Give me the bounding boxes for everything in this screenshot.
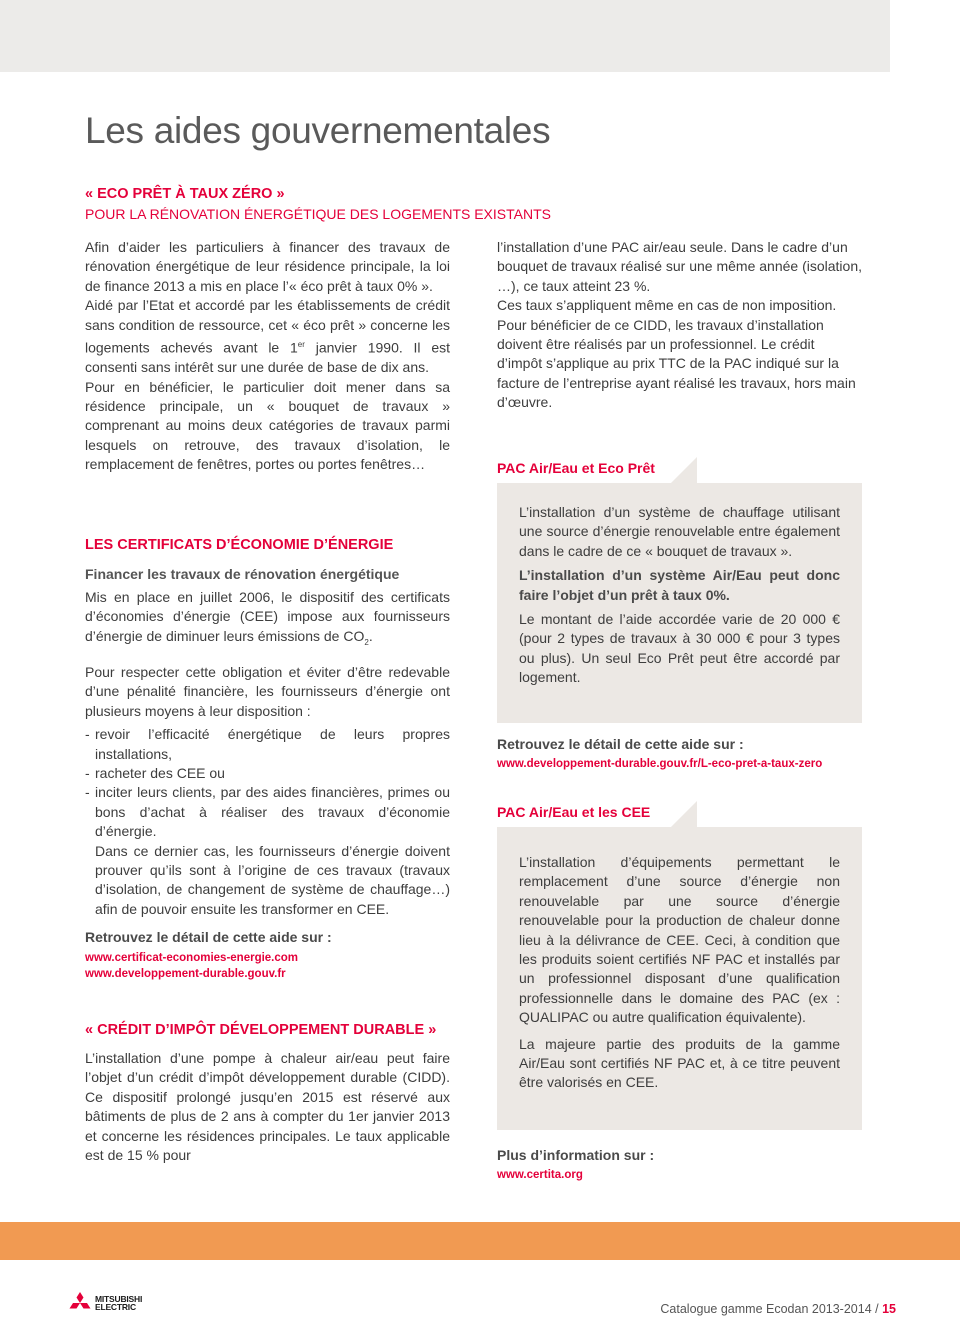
page-footer [660, 1302, 896, 1316]
box2-paragraph-1: L’installation d’équipements permettant le remplacement d’une source d’énergie non renouvelable par une source d’énergie renouvelable pour la production de chaleur donne lieu à la délivrance de CEE. Ceci, à condition que les produits soient certifiés NF PAC et installés par un professionnel disposant d’une qualification professionnelle dans le domaine des PAC (ex : QUALIPAC ou autre qualification équivalente). [519, 854, 840, 1026]
box1-paragraph-2: L’installation d’un système Air/Eau peut donc faire l’objet d’un prêt à taux 0%. [519, 567, 840, 603]
box2-notch [671, 801, 697, 827]
cee-more-label: Retrouvez le détail de cette aide sur : [85, 929, 332, 946]
catalogue-label: Catalogue gamme Ecodan 2013-2014 / [660, 1302, 879, 1316]
eco-pret-heading: « ECO PRÊT À TAUX ZÉRO » [85, 186, 285, 202]
box2-tab-label: PAC Air/Eau et les CEE [497, 804, 651, 820]
footer-color-band [0, 1222, 960, 1260]
cee-paragraph-2: Pour respecter cette obligation et éviter d’être redevable d’une pénalité financière, les fournisseurs d’énergie ont plusieurs moyens à leur disposition : [85, 664, 450, 719]
list-item: - racheter des CEE ou [85, 764, 450, 783]
box1-notch [671, 457, 697, 483]
cee-text [85, 588, 450, 983]
credit-text-right [497, 238, 862, 413]
list-item: - revoir l’efficacité énergétique de leurs propres installations, [85, 725, 450, 764]
logo-wordmark [95, 1295, 142, 1311]
credit-paragraph-2: l’installation d’une PAC air/eau seule. Dans le cadre d’un bouquet de travaux réalisé sur une même année (isolation, …), ce taux atteint 23 %. [497, 239, 862, 294]
superscript: er [297, 340, 305, 350]
cee-heading: LES CERTIFICATS D’ÉCONOMIE D’ÉNERGIE [85, 537, 394, 553]
page-title: Les aides gouvernementales [85, 110, 551, 151]
box1-panel [497, 483, 862, 723]
cee-subheading: Financer les travaux de rénovation énergétique [85, 566, 400, 582]
box2-paragraph-2: La majeure partie des produits de la gamme Air/Eau sont certifiés NF PAC et, à ce titre peuvent être valorisés en CEE. [519, 1035, 840, 1091]
list-item: - inciter leurs clients, par des aides financières, primes ou bons d’achat à réaliser des travaux d’économie d’énergie. [85, 783, 450, 841]
eco-pret-p2-text-end: janvier 1990. Il est consenti sans intérêt sur une durée de base de dix ans. [85, 339, 450, 376]
box2-content [519, 853, 840, 1093]
cee-link-2[interactable]: www.developpement-durable.gouv.fr [85, 968, 286, 981]
box2-link[interactable]: www.certita.org [497, 1169, 583, 1182]
box1-paragraph-1: L’installation d’un système de chauffage utilisant une source d’énergie renouvelable entre également dans le cadre de ce « bouquet de travaux ». [519, 504, 840, 559]
box2-more-info [497, 1146, 862, 1184]
cee-bullet-list [85, 725, 450, 919]
eco-pret-subheading: POUR LA RÉNOVATION ÉNERGÉTIQUE DES LOGEMENTS EXISTANTS [85, 206, 551, 222]
three-diamonds-icon [68, 1292, 92, 1314]
credit-paragraph-4: Pour bénéficier de ce CIDD, les travaux d’installation doivent être réalisés par un professionnel. Le crédit d’impôt s’applique au prix TTC de la PAC indiqué sur la facture de l’entreprise ayant réalisé les travaux, hors main d’œuvre. [497, 316, 856, 411]
box1-link[interactable]: www.developpement-durable.gouv.fr/L-eco-pret-a-taux-zero [497, 758, 823, 771]
box1-paragraph-3: Le montant de l’aide accordée varie de 20 000 € (pour 2 types de travaux à 30 000 € pour 3 types ou plus). Un seul Eco Prêt peut être accordé par logement. [519, 611, 840, 686]
box1-more-label: Retrouvez le détail de cette aide sur : [497, 736, 744, 752]
eco-pret-p2-text: Aidé par l’Etat et accordé par les établissements de crédit sans condition de ressource, cet « éco prêt » concerne les logements achevés avant le 1 [85, 297, 450, 356]
box1-more-info [497, 735, 877, 773]
box1-tab-label: PAC Air/Eau et Eco Prêt [497, 460, 655, 476]
box2-more-label: Plus d’information sur : [497, 1147, 655, 1163]
cee-p1-end: . [368, 627, 373, 644]
credit-paragraph-1: L’installation d’une pompe à chaleur air/eau peut faire l’objet d’un crédit d’impôt développement durable (CIDD). Ce dispositif prolongé jusqu’en 2015 est réservé aux bâtiments de plus de 2 ans à compter du 1er janvier 2013 et concerne les résidences principales. Le taux applicable est de 15 % pour [85, 1050, 450, 1164]
subscript: 2 [364, 637, 369, 647]
cee-paragraph-3: Dans ce dernier cas, les fournisseurs d’énergie doivent prouver qu’ils sont à l’origine de ces travaux (travaux d’isolation, de changement de système de chauffage…) afin de pouvoir ensuite les transformer en CEE. [95, 842, 450, 917]
eco-pret-text [85, 238, 450, 475]
eco-pret-paragraph-2 [85, 296, 450, 377]
box1-content [519, 503, 840, 688]
cee-p1-text: Mis en place en juillet 2006, le dispositif des certificats d’économies d’énergie (CEE) impose aux fournisseurs d’énergie de diminuer leurs émissions de CO [85, 589, 450, 644]
mitsubishi-logo [68, 1292, 142, 1314]
eco-pret-paragraph-1: Afin d’aider les particuliers à financer des travaux de rénovation énergétique de leur résidence principale, la loi de finance 2013 a mis en place l’« éco prêt à taux 0% ». [85, 239, 450, 294]
box2-panel [497, 827, 862, 1130]
credit-text-left [85, 1049, 450, 1165]
logo-line-1: MITSUBISHI [95, 1294, 143, 1304]
cee-paragraph-1 [85, 588, 450, 652]
credit-paragraph-3: Ces taux s’appliquent même en cas de non imposition. [497, 297, 837, 314]
cee-link-1[interactable]: www.certificat-economies-energie.com [85, 951, 299, 964]
side-margin [890, 0, 960, 1320]
top-band [0, 0, 890, 72]
credit-heading: « CRÉDIT D’IMPÔT DÉVELOPPEMENT DURABLE » [85, 1022, 437, 1038]
page-number: 15 [882, 1302, 896, 1316]
eco-pret-paragraph-3: Pour en bénéficier, le particulier doit mener dans sa résidence principale, un « bouquet de travaux » comprenant au moins deux catégories de travaux parmi lesquels on retrouve, des travaux d’isolation, le remplacement de fenêtres, portes ou portes fenêtres… [85, 378, 450, 473]
logo-line-2: ELECTRIC [95, 1302, 136, 1312]
